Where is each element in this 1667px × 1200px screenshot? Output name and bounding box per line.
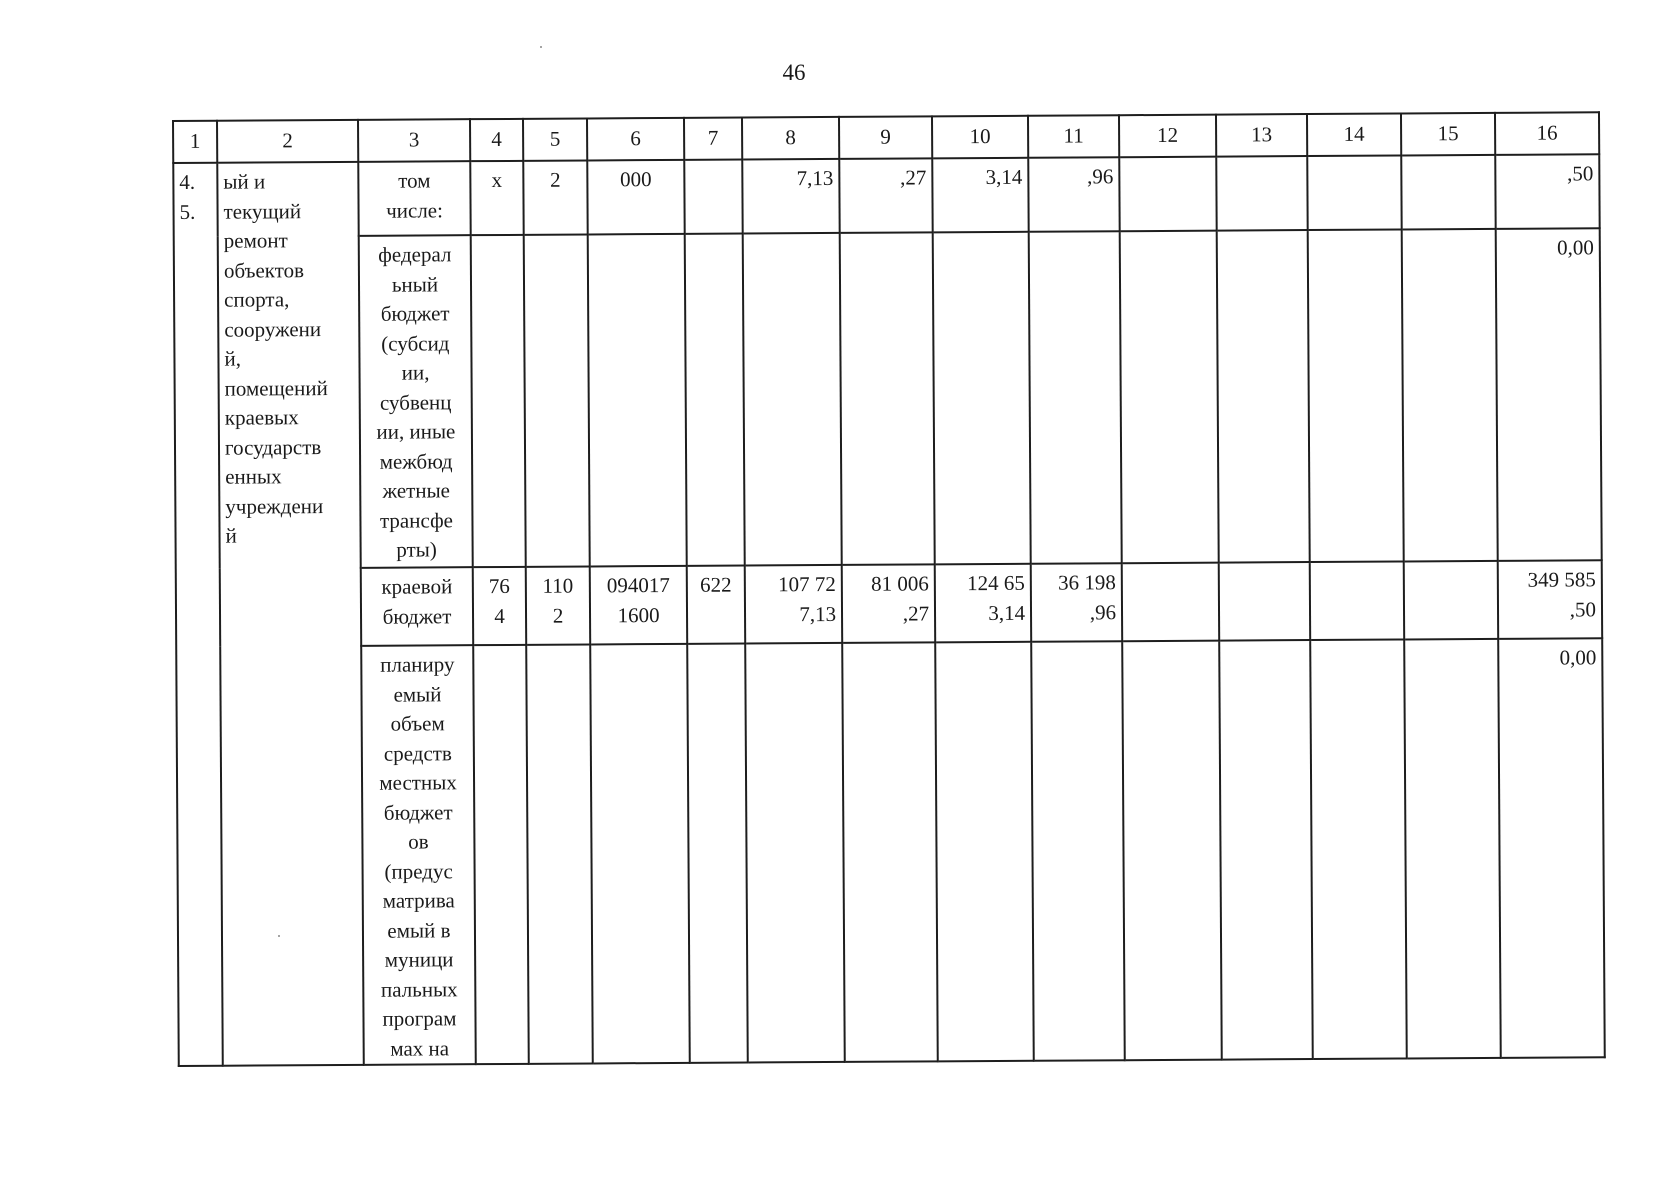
column-header: 1 — [173, 121, 217, 163]
column-header: 13 — [1216, 114, 1307, 157]
table-cell — [1216, 156, 1307, 231]
column-header: 14 — [1307, 113, 1401, 156]
table-cell — [1404, 561, 1498, 640]
column-header: 10 — [932, 116, 1028, 159]
table-cell — [840, 232, 935, 565]
column-header: 9 — [839, 116, 932, 159]
table-cell — [1029, 231, 1122, 564]
table-cell — [684, 160, 742, 234]
table-cell: 107 72 7,13 — [745, 565, 842, 644]
column-header: 11 — [1028, 115, 1119, 158]
table-cell: 81 006 ,27 — [842, 564, 935, 643]
table-row — [174, 228, 1602, 569]
table-cell — [842, 642, 938, 1062]
scan-speck — [540, 46, 542, 48]
table-cell: 36 198 ,96 — [1031, 563, 1122, 642]
table-cell: 2 — [523, 160, 587, 234]
table-row — [173, 154, 1599, 237]
column-header: 2 — [217, 120, 358, 163]
table-cell: 349 585 ,50 — [1498, 560, 1602, 639]
table-cell: 7,13 — [742, 159, 839, 234]
column-header: 4 — [470, 119, 523, 161]
table-cell: ,27 — [839, 158, 932, 233]
table-cell — [1119, 157, 1216, 232]
activity-name-cell — [217, 162, 364, 1066]
table-cell — [1401, 155, 1495, 230]
column-header: 12 — [1119, 115, 1216, 158]
table-cell — [1219, 562, 1310, 641]
table-cell — [1217, 230, 1310, 563]
table-cell — [1120, 231, 1219, 564]
column-header: 16 — [1495, 112, 1599, 155]
table-cell — [1122, 563, 1219, 642]
column-header: 7 — [684, 118, 742, 160]
table-cell — [745, 643, 845, 1063]
table-cell — [1122, 641, 1222, 1061]
table-cell — [1219, 640, 1313, 1060]
table-cell — [1404, 639, 1501, 1059]
table-cell: ,96 — [1028, 157, 1119, 232]
table-cell — [526, 644, 593, 1063]
table-cell — [743, 233, 842, 566]
table-row — [176, 560, 1602, 647]
table-cell — [685, 234, 745, 566]
table-cell: 622 — [687, 566, 745, 644]
table-cell — [1308, 229, 1404, 562]
table-cell — [1310, 561, 1404, 640]
scan-speck — [278, 935, 280, 937]
table-cell — [1307, 155, 1401, 230]
table-cell — [1031, 641, 1125, 1061]
source-cell: федерал ьный бюджет (субсид ии, субвенц ии, иные межбюд жетные трансфе рты) — [359, 235, 473, 568]
column-header: 5 — [523, 118, 587, 160]
column-header: 8 — [742, 117, 839, 160]
activity-name: ый и текущий ремонт объектов спорта, сооружени й, помещений краевых государств енных учреждени й — [223, 169, 328, 548]
table-cell: 094017 1600 — [590, 566, 687, 645]
table-cell: ,50 — [1495, 154, 1599, 229]
table-cell — [471, 235, 526, 567]
table-cell: 76 4 — [473, 567, 526, 645]
page-number-text: 46 — [782, 60, 806, 85]
table-cell: 110 2 — [526, 566, 590, 644]
row-number: 4. 5. — [179, 169, 196, 224]
table-cell — [588, 234, 687, 567]
column-header: 15 — [1401, 113, 1495, 156]
source-cell: планиру емый объем средств местных бюджет ов (предус матрива емый в муници пальных програм мах на — [361, 645, 476, 1065]
table-cell — [935, 642, 1034, 1062]
column-header: 3 — [358, 119, 470, 162]
source-cell: краевой бюджет — [361, 567, 473, 646]
table-cell: х — [470, 161, 523, 235]
table-cell — [1310, 639, 1407, 1059]
table-cell: 124 65 3,14 — [935, 564, 1031, 643]
table-cell: 3,14 — [932, 158, 1028, 233]
table-cell — [590, 644, 690, 1064]
row-number-cell — [173, 163, 223, 1066]
source-cell: том числе: — [358, 161, 470, 236]
table-cell — [687, 644, 748, 1063]
table-cell — [524, 234, 590, 566]
column-header: 6 — [587, 118, 684, 161]
table-cell: 0,00 — [1496, 228, 1602, 561]
table-cell: 0,00 — [1498, 638, 1605, 1058]
budget-table — [172, 111, 1606, 1067]
table-cell: 000 — [587, 160, 684, 235]
table-cell — [473, 645, 529, 1064]
table-cell — [1402, 229, 1498, 562]
table-cell — [933, 232, 1031, 565]
table-row — [176, 638, 1605, 1066]
page-number — [0, 60, 1667, 86]
